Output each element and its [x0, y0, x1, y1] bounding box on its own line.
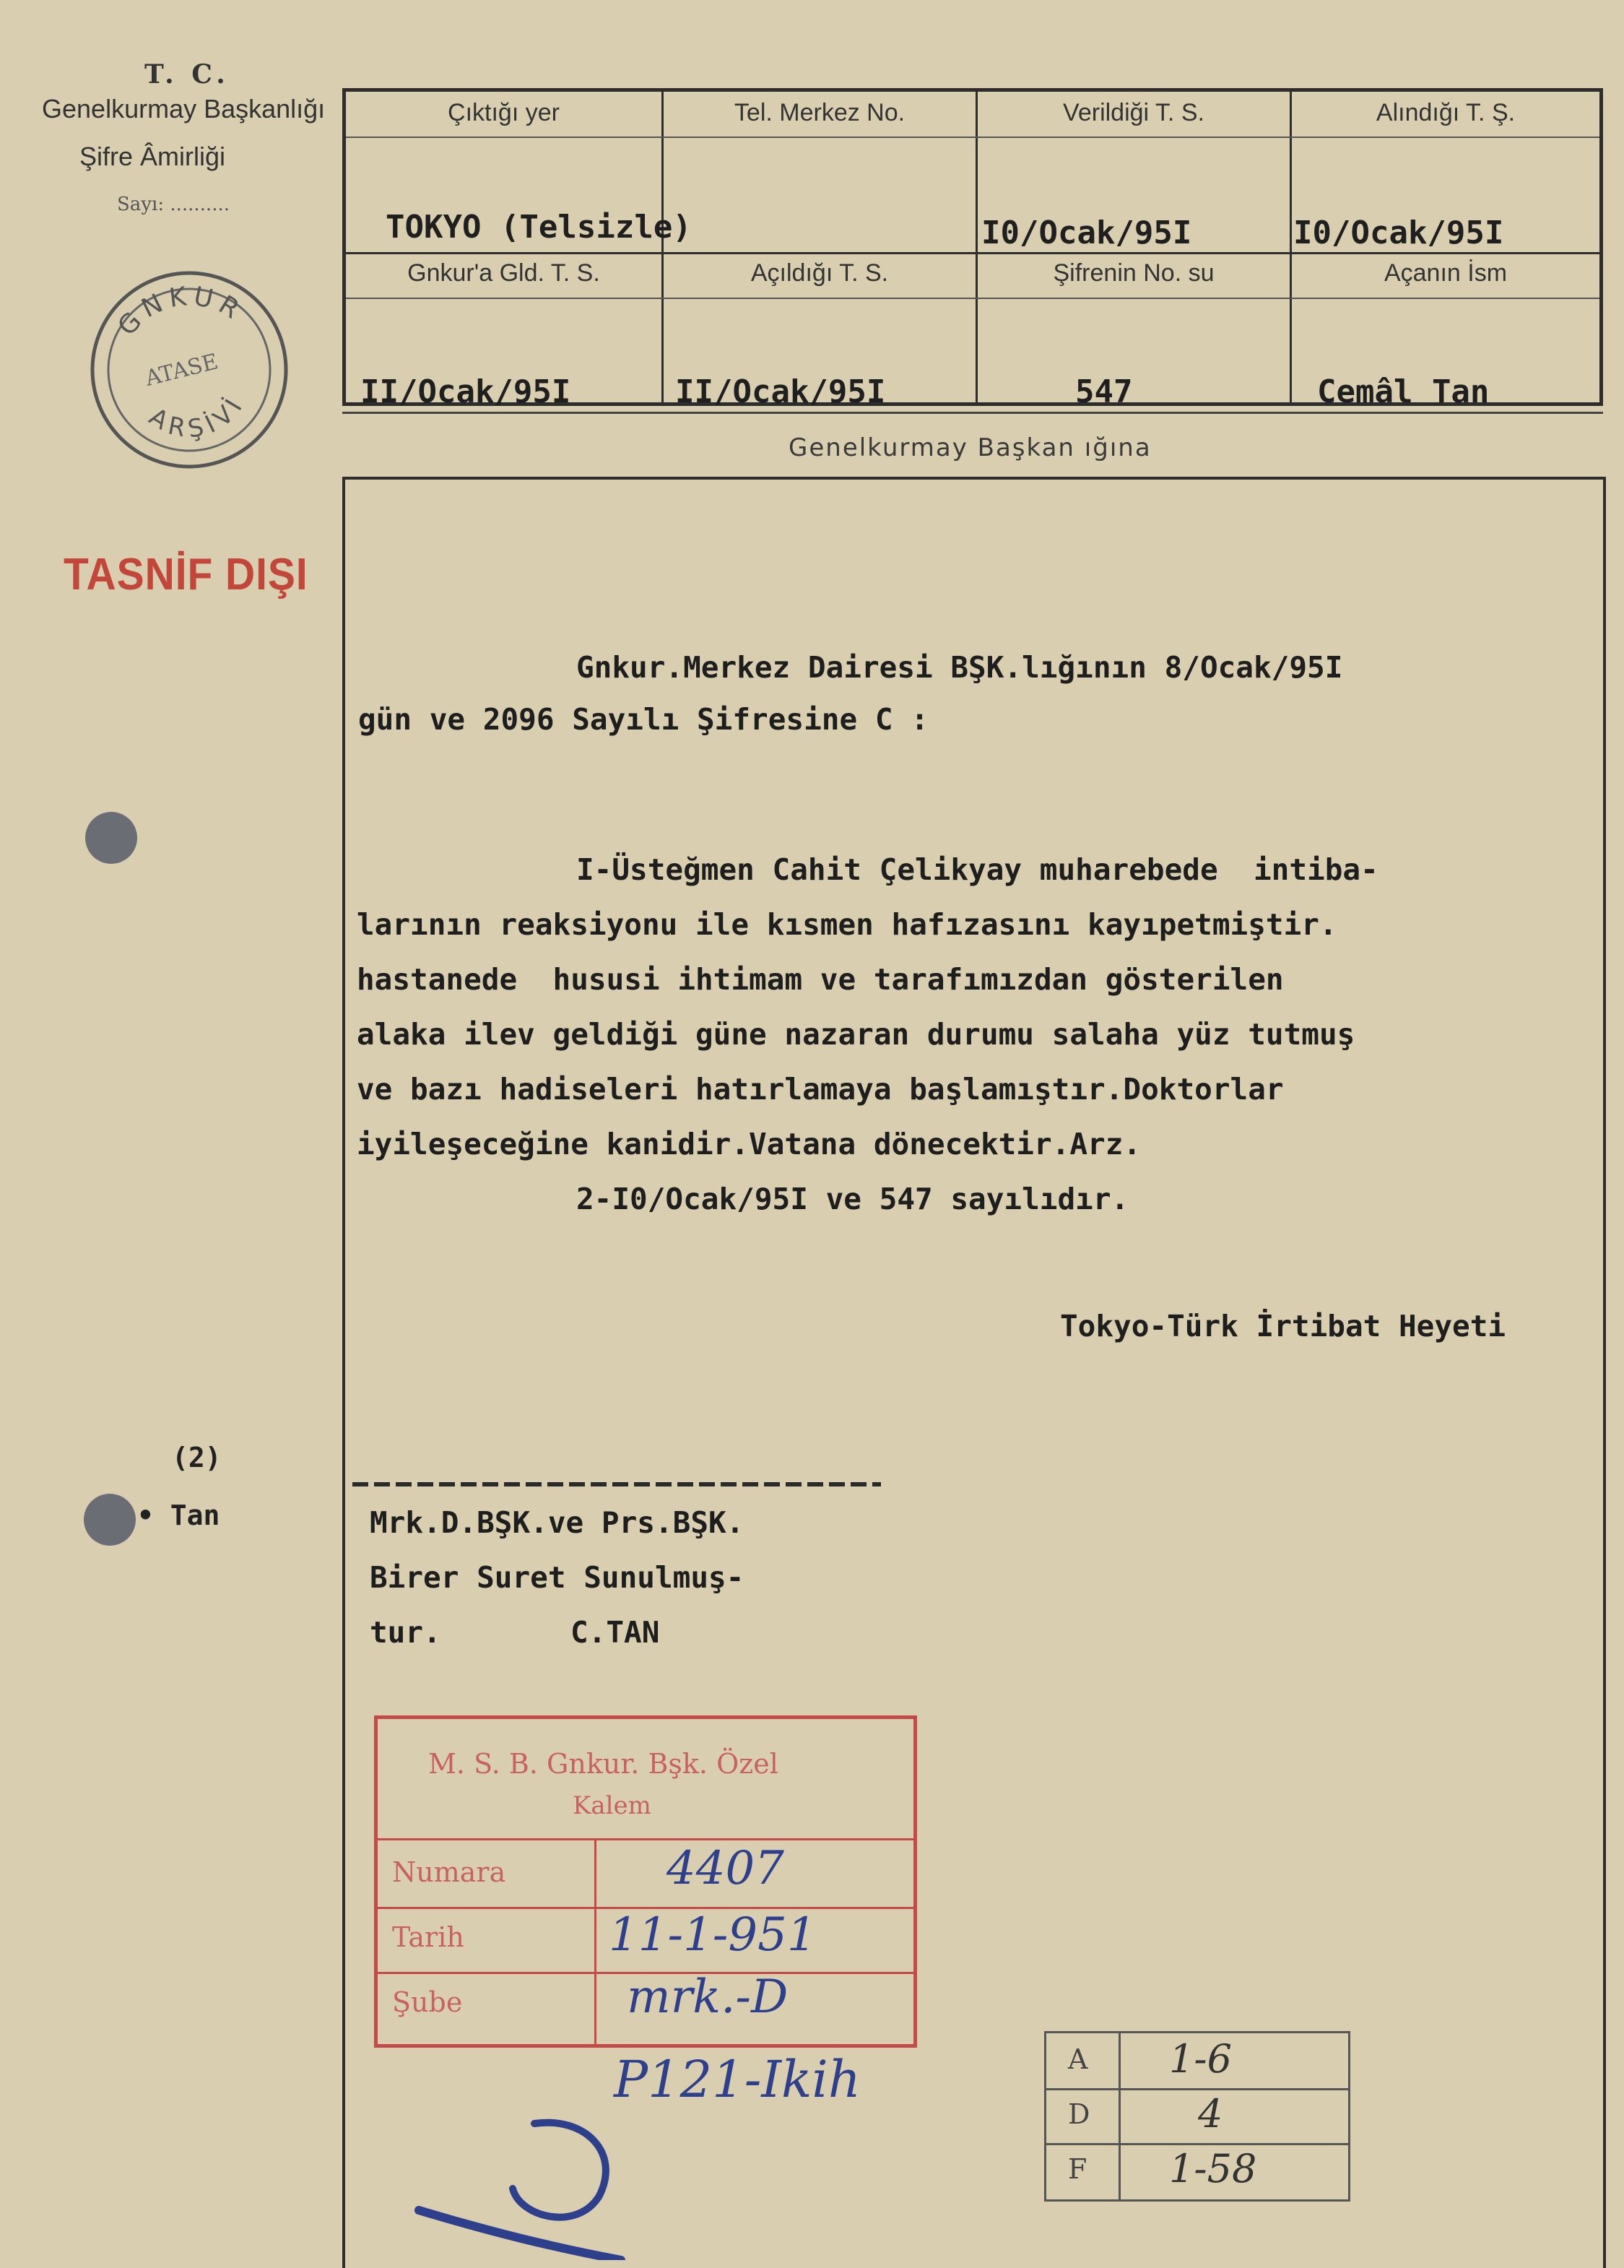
dashed-separator [352, 1482, 881, 1486]
header-sayi: Sayı: .......... [117, 194, 230, 215]
round-stamp-bottom: ARŞİVİ [144, 389, 251, 444]
body-line-3: I-Üsteğmen Cahit Çelikyay muharebede intiba- [576, 852, 1378, 887]
header-cipher-no: Şifrenin No. su [1053, 259, 1215, 287]
body-line-7: ve bazı hadiseleri hatırlamaya başlamıştır.Doktorlar [357, 1072, 1284, 1107]
red-stamp-subtitle: Kalem [573, 1791, 651, 1820]
recipient-line: Genelkurmay Başkan ığına [789, 433, 1152, 462]
body-line-6: alaka ilev geldiği güne nazaran durumu salaha yüz tutmuş [357, 1017, 1355, 1052]
red-stamp-dept-value: mrk.-D [627, 1970, 789, 2024]
index-value-d: 4 [1198, 2091, 1223, 2137]
round-stamp-middle: ATASE [142, 349, 221, 391]
body-line-4: larının reaksiyonu ile kısmen hafızasını kayıpetmiştir. [357, 907, 1337, 942]
index-key-f: F [1068, 2153, 1087, 2185]
value-opened-time: II/Ocak/95I [675, 373, 886, 410]
red-stamp-title: M. S. B. Gnkur. Bşk. Özel [428, 1748, 778, 1780]
header-organization: Genelkurmay Başkanlığı [42, 94, 326, 124]
registry-red-stamp [374, 1715, 917, 2048]
red-stamp-date-value: 11-1-951 [609, 1908, 817, 1962]
header-sent-time: Verildiği T. S. [1063, 99, 1204, 126]
header-opener-name: Açanın İsm [1384, 259, 1508, 287]
index-value-f: 1-58 [1169, 2146, 1257, 2191]
body-line-8: iyileşeceğine kanidir.Vatana dönecektir.Arz. [357, 1127, 1142, 1161]
copy-count-note: (2) [172, 1442, 222, 1473]
header-tel-center: Tel. Merkez No. [734, 99, 906, 126]
header-table [342, 88, 1603, 410]
header-office: Şifre Âmirliği [79, 142, 226, 171]
distribution-line-3: tur. [370, 1615, 441, 1650]
body-line-1: Gnkur.Merkez Dairesi BŞK.lığının 8/Ocak/95I [576, 650, 1343, 685]
red-stamp-label-dept: Şube [392, 1986, 463, 2018]
header-gnkur-arrival: Gnkur'a Gld. T. S. [407, 259, 600, 287]
distribution-line-1: Mrk.D.BŞK.ve Prs.BŞK. [370, 1505, 744, 1540]
body-line-5: hastanede hususi ihtimam ve tarafımızdan gösterilen [357, 962, 1284, 997]
header-tc: T. C. [144, 59, 230, 90]
red-stamp-label-number: Numara [392, 1856, 506, 1888]
index-key-a: A [1068, 2043, 1088, 2075]
punch-hole-top [85, 812, 137, 864]
index-value-a: 1-6 [1169, 2036, 1232, 2082]
classification-label: TASNİF DIŞI [64, 550, 308, 600]
round-stamp-top: GNKUR [112, 281, 250, 342]
distribution-signature: C.TAN [570, 1615, 660, 1650]
header-opened-time: Açıldığı T. S. [750, 259, 889, 287]
index-key-d: D [1068, 2098, 1090, 2130]
archive-round-stamp [87, 267, 292, 473]
body-line-2: gün ve 2096 Sayılı Şifresine C : [358, 702, 929, 737]
archive-index-box [1044, 2031, 1350, 2202]
red-stamp-number-value: 4407 [666, 1842, 784, 1895]
value-received-time: I0/Ocak/95I [1293, 215, 1504, 251]
header-received-time: Alındığı T. Ş. [1376, 99, 1516, 126]
handwritten-scribble [404, 2109, 708, 2260]
value-cipher-no: 547 [1075, 373, 1133, 410]
value-exit-place: TOKYO (Telsizle) [386, 209, 692, 246]
handwritten-note: P121-Ikih [614, 2050, 861, 2109]
punch-hole-bottom [84, 1494, 136, 1546]
value-opener-name: Cemâl Tan [1317, 373, 1490, 410]
body-signature: Tokyo-Türk İrtibat Heyeti [1060, 1309, 1506, 1343]
value-gnkur-arrival: II/Ocak/95I [360, 373, 571, 410]
distribution-line-2: Birer Suret Sunulmuş- [370, 1560, 744, 1595]
red-stamp-label-date: Tarih [392, 1921, 464, 1953]
header-exit-place: Çıktığı yer [448, 99, 560, 126]
value-sent-time: I0/Ocak/95I [981, 215, 1192, 251]
side-name-note: • Tan [137, 1499, 220, 1531]
body-line-9: 2-I0/Ocak/95I ve 547 sayılıdır. [576, 1182, 1129, 1216]
